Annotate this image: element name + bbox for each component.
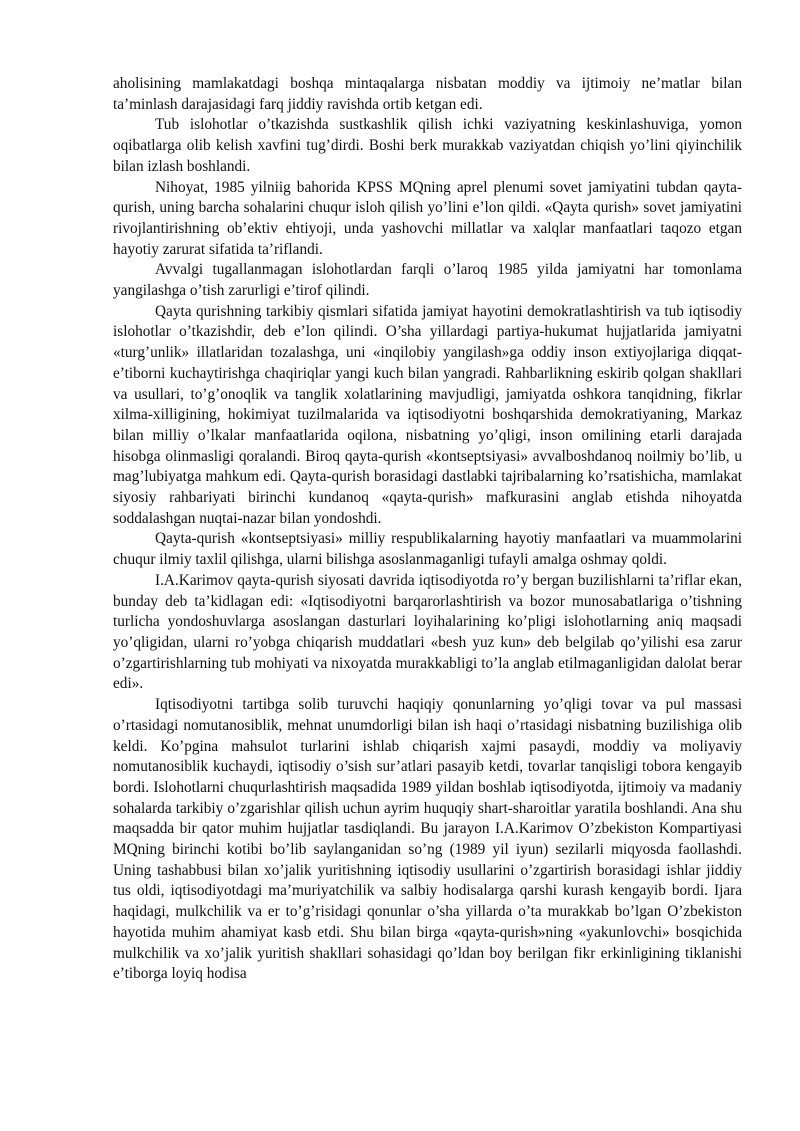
paragraph: Qayta qurishning tarkibiy qismlari sifatida jamiyat hayotini demokratlashtirish va tub iqtisodiy islohotlar o’tkazishdir, deb e’lon qilindi. O’sha yillardagi partiya-hukumat hujjatlarida jamiyatni «turg’unlik» illatlaridan tozalashga, uni «inqilobiy yangilash»ga oddiy inson extiyojlariga diqqat-e’tiborni kuchaytirishga chaqiriqlar yangi kuch bilan yangradi. Rahbarlikning eskirib qolgan shakllari va usullari, to’g’onoqlik va tanglik xolatlarining mavjudligi, jamiyatda oshkora tanqidning, fikrlar xilma-xilligining, hokimiyat tuzilmalarida va iqtisodiyotni boshqarshida demokratiyaning, Markaz bilan milliy o’lkalar manfaatlarida oqilona, nisbatning yo’qligi, inson omilining etarli darajada hisobga olinmasligi qoralandi. Biroq qayta-qurish «kontseptsiyasi» avvalboshdanoq noilmiy bo’lib, u mag’lubiyatga mahkum edi. Qayta-qurish borasidagi dastlabki tajribalarning ko’rsatishicha, mamlakat siyosiy rahbariyati birinchi kundanoq «qayta-qurish» mafkurasini anglab etishda nihoyatda soddalashgan nuqtai-nazar bilan yondoshdi.: [113, 302, 742, 527]
paragraph: Tub islohotlar o’tkazishda sustkashlik qilish ichki vaziyatning keskinlashuviga, yomon oqibatlarga olib kelish xavfini tug’dirdi. Boshi berk murakkab vaziyatdan chiqish yo’lini qiyinchilik bilan izlash boshlandi.: [113, 116, 742, 175]
paragraph: Iqtisodiyotni tartibga solib turuvchi haqiqiy qonunlarning yo’qligi tovar va pul massasi o’rtasidagi nomutanosiblik, mehnat unumdorligi bilan ish haqi o’rtasidagi nisbatning buzilishiga olib keldi. Ko’pgina mahsulot turlarini ishlab chiqarish xajmi pasaydi, moddiy va moliyaviy nomutanosiblik kuchaydi, iqtisodiy o’sish sur’atlari pasayib ketdi, tovarlar tanqisligi tobora kengayib bordi. Islohotlarni chuqurlashtirish maqsadida 1989 yildan boshlab iqtisodiyotda, ijtimoiy va madaniy sohalarda tarkibiy o’zgarishlar qilish uchun ayrim huquqiy shart-sharoitlar yaratila boshlandi. Ana shu maqsadda bir qator muhim hujjatlar tasdiqlandi. Bu jarayon I.A.Karimov O’zbekiston Kompartiyasi MQning birinchi kotibi bo’lib saylanganidan so’ng (1989 yil iyun) sezilarli miqyosda faollashdi. Uning tashabbusi bilan xo’jalik yuritishning iqtisodiy usullarini o’zgartirish borasidagi ishlar jiddiy tus oldi, iqtisodiyotdagi ma’muriyatchilik va salbiy hodisalarga qarshi kurash kengayib bordi. Ijara haqidagi, mulkchilik va er to’g’risidagi qonunlar o’sha yillarda o’ta murakkab bo’lgan O’zbekiston hayotida muhim ahamiyat kasb etdi. Shu bilan birga «qayta-qurish»ning «yakunlovchi» bosqichida mulkchilik va xo’jalik yuritish shakllari sohasidagi qo’ldan boy berilgan fikr erkinligining tiklanishi e’tiborga loyiq hodisa: [113, 696, 742, 983]
paragraph: Avvalgi tugallanmagan islohotlardan farqli o’laroq 1985 yilda jamiyatni har tomonlama yangilashga o’tish zarurligi e’tirof qilindi.: [113, 261, 742, 300]
paragraph: aholisining mamlakatdagi boshqa mintaqalarga nisbatan moddiy va ijtimoiy ne’matlar bilan ta’minlash darajasidagi farq jiddiy ravishda ortib ketgan edi.: [113, 75, 742, 113]
paragraph: Qayta-qurish «kontseptsiyasi» milliy respublikalarning hayotiy manfaatlari va muammolarini chuqur ilmiy taxlil qilishga, ularni bilishga asoslanmaganligi tufayli amalga oshmay qoldi.: [113, 530, 742, 569]
paragraph: I.A.Karimov qayta-qurish siyosati davrida iqtisodiyotda ro’y bergan buzilishlarni ta’riflar ekan, bunday deb ta’kidlagan edi: «Iqtisodiyotni barqarorlashtirish va bozor munosabatlariga o’tishning turlicha yondoshuvlarga asoslangan dasturlari loyihalarining ko’pligi islohotlarning aniq maqsadi yo’qligidan, ularni ro’yobga chiqarish muddatlari «besh yuz kun» deb belgilab qo’yilishi esa zarur o’zgartirishlarning tub mohiyati va nixoyatda murakkabligi to’la anglab etilmaganligidan dalolat berar edi».: [113, 571, 742, 693]
paragraph: Nihoyat, 1985 yilniig bahorida KPSS MQning aprel plenumi sovet jamiyatini tubdan qayta-qurish, uning barcha sohalarini chuqur isloh qilish yo’lini e’lon qildi. «Qayta qurish» sovet jamiyatini rivojlantirishning ob’ektiv ehtiyoji, unda yashovchi millatlar va xalqlar manfaatlari taqozo etgan hayotiy zarurat sifatida ta’riflandi.: [113, 178, 742, 258]
